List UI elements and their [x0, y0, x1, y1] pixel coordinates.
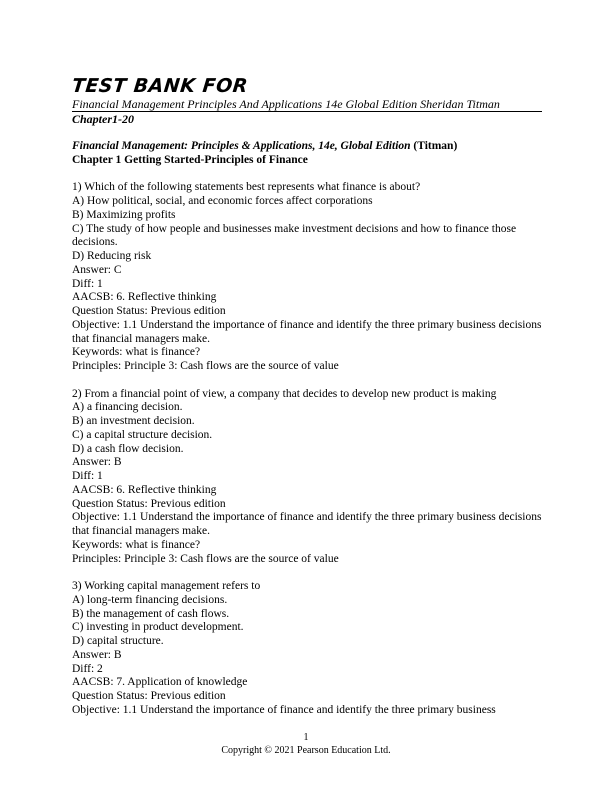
page-number: 1	[303, 732, 309, 743]
aacsb-line: AACSB: 6. Reflective thinking	[72, 483, 217, 496]
answer-option-b: B) an investment decision.	[72, 415, 195, 427]
chapter-title: Chapter 1 Getting Started-Principles of Finance	[72, 153, 308, 166]
answer-option-c: C) a capital structure decision.	[72, 428, 213, 441]
answer-option-a: A) long-term financing decisions.	[72, 593, 228, 606]
principles-line: Principles: Principle 3: Cash flows are the source of value	[72, 552, 339, 565]
objective-line: Objective: 1.1 Understand the importance of finance and identify the three primary business	[72, 703, 496, 716]
aacsb-line: AACSB: 6. Reflective thinking	[72, 291, 217, 304]
answer-option-c: C) investing in product development.	[72, 621, 244, 634]
difficulty-line: Diff: 2	[72, 662, 103, 675]
document-body	[72, 140, 542, 731]
question-stem: 1) Which of the following statements best represents what finance is about?	[72, 181, 421, 194]
book-author: (Titman)	[410, 140, 458, 152]
objective-line: Objective: 1.1 Understand the importance of finance and identify the three primary business decisions that financial managers make.	[72, 511, 542, 537]
keywords-line: Keywords: what is finance?	[72, 538, 201, 551]
question-status-line: Question Status: Previous edition	[72, 497, 226, 510]
answer-option-b: B) the management of cash flows.	[72, 607, 230, 620]
difficulty-line: Diff: 1	[72, 277, 103, 290]
book-title: Financial Management: Principles & Applications, 14e, Global Edition	[72, 140, 411, 152]
question-stem: 2) From a financial point of view, a company that decides to develop new product is making	[72, 387, 497, 400]
answer-line: Answer: B	[72, 648, 122, 661]
objective-line: Objective: 1.1 Understand the importance of finance and identify the three primary business decisions that financial managers make.	[72, 318, 542, 345]
question-status-line: Question Status: Previous edition	[72, 690, 226, 702]
principles-line: Principles: Principle 3: Cash flows are the source of value	[72, 360, 339, 372]
question-3	[72, 580, 542, 718]
answer-option-d: D) a cash flow decision.	[72, 442, 184, 455]
answer-option-a: A) a financing decision.	[72, 401, 183, 414]
chapter-range: Chapter1-20	[72, 112, 135, 126]
copyright-notice: Copyright © 2021 Pearson Education Ltd.	[221, 745, 391, 756]
question-status-line: Question Status: Previous edition	[72, 305, 226, 317]
question-2	[72, 388, 542, 567]
answer-line: Answer: C	[72, 263, 122, 276]
answer-option-b: B) Maximizing profits	[72, 208, 176, 221]
answer-option-a: A) How political, social, and economic forces affect corporations	[72, 195, 373, 207]
test-bank-banner: TEST BANK FOR	[70, 75, 250, 97]
book-title-line	[72, 140, 542, 154]
aacsb-line: AACSB: 7. Application of knowledge	[72, 676, 248, 689]
answer-line: Answer: B	[72, 456, 122, 469]
question-stem: 3) Working capital management refers to	[72, 580, 261, 592]
keywords-line: Keywords: what is finance?	[72, 346, 201, 359]
answer-option-d: D) Reducing risk	[72, 250, 152, 262]
header-divider	[72, 111, 542, 112]
answer-option-d: D) capital structure.	[72, 635, 164, 647]
book-subtitle: Financial Management Principles And Applications 14e Global Edition Sheridan Titman	[72, 97, 500, 111]
question-1	[72, 181, 542, 374]
answer-option-c: C) The study of how people and businesses make investment decisions and how to finance those decisions.	[72, 222, 517, 249]
difficulty-line: Diff: 1	[72, 470, 103, 482]
